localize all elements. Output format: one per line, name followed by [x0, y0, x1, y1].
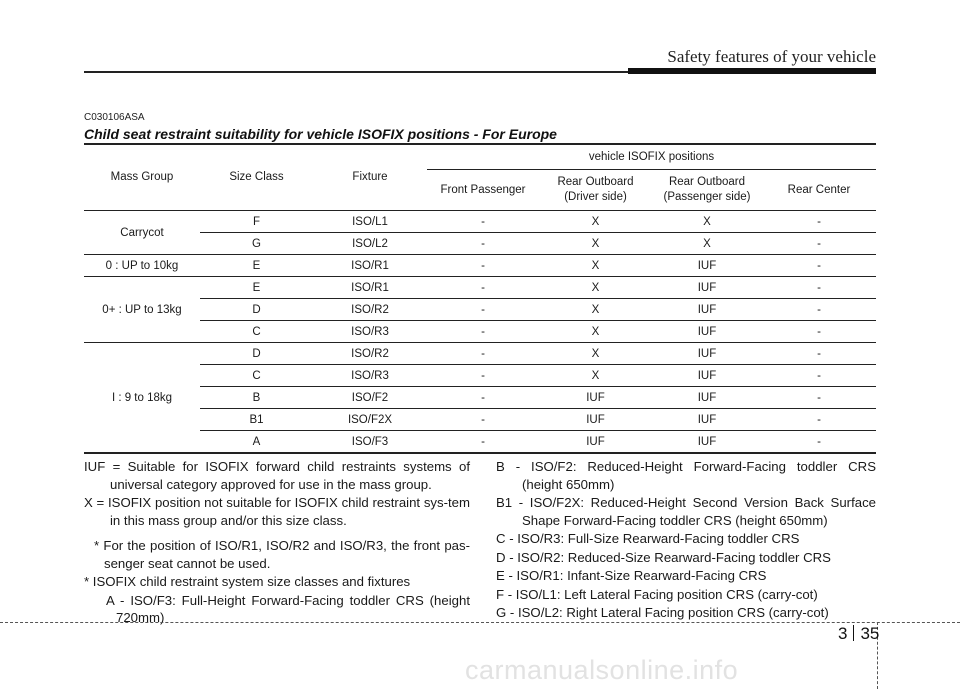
table-row — [84, 409, 876, 431]
section-title: Safety features of your vehicle — [667, 47, 876, 66]
front-passenger-cell: - — [427, 277, 539, 299]
size-class-cell: B1 — [200, 409, 313, 431]
fixture-cell: ISO/F3 — [313, 431, 427, 454]
front-passenger-cell: - — [427, 343, 539, 365]
rear-outboard-driver-cell: X — [539, 277, 652, 299]
document-code: C030106ASA — [84, 112, 145, 123]
rear-center-cell: - — [762, 277, 876, 299]
fixture-cell: ISO/R3 — [313, 365, 427, 387]
table-row — [84, 321, 876, 343]
mass-group-cell: I : 9 to 18kg — [84, 343, 200, 454]
section-number: 3 — [838, 624, 848, 643]
col-header-sublabel: (Passenger side) — [663, 191, 751, 203]
table-row — [84, 387, 876, 409]
rear-outboard-passenger-cell: IUF — [652, 409, 762, 431]
size-class-cell: F — [200, 211, 313, 233]
table-row — [84, 431, 876, 454]
note-size-b1: B1 - ISO/F2X: Reduced-Height Second Version Back Surface Shape Forward-Facing toddler CRS (height 650mm) — [496, 495, 876, 528]
page-number-divider — [853, 625, 854, 641]
note-size-e: E - ISO/R1: Infant-Size Rearward-Facing CRS — [496, 568, 767, 583]
rear-center-cell: - — [762, 255, 876, 277]
note-size-c: C - ISO/R3: Full-Size Rearward-Facing toddler CRS — [496, 531, 800, 546]
rear-outboard-driver-cell: IUF — [539, 387, 652, 409]
watermark: carmanualsonline.info — [465, 655, 739, 685]
rear-outboard-driver-cell: X — [539, 343, 652, 365]
fixture-cell: ISO/F2 — [313, 387, 427, 409]
rear-center-cell: - — [762, 321, 876, 343]
fixture-cell: ISO/R2 — [313, 343, 427, 365]
note-x-definition: X = ISOFIX position not suitable for ISOFIX child restraint sys-tem in this mass group and/or this size class. — [84, 495, 470, 528]
rear-outboard-passenger-cell: IUF — [652, 365, 762, 387]
fixture-cell: ISO/L1 — [313, 211, 427, 233]
rear-outboard-passenger-cell: IUF — [652, 299, 762, 321]
note-iuf-definition: IUF = Suitable for ISOFIX forward child restraints systems of universal category approved for use in the mass group. — [84, 459, 470, 492]
rear-outboard-driver-cell: X — [539, 299, 652, 321]
rear-outboard-passenger-cell: IUF — [652, 255, 762, 277]
note-size-f: F - ISO/L1: Left Lateral Facing position CRS (carry-cot) — [496, 586, 818, 602]
isofix-suitability-table — [84, 143, 876, 454]
fixture-cell: ISO/R2 — [313, 299, 427, 321]
table-row — [84, 277, 876, 299]
rear-center-cell: - — [762, 233, 876, 255]
table-heading: Child seat restraint suitability for vehicle ISOFIX positions - For Europe — [84, 126, 557, 142]
note-size-classes: * ISOFIX child restraint system size classes and fixtures — [84, 574, 411, 589]
front-passenger-cell: - — [427, 299, 539, 321]
rear-outboard-driver-cell: X — [539, 365, 652, 387]
col-header-label: Rear Outboard — [668, 176, 746, 188]
size-class-cell: C — [200, 365, 313, 387]
size-class-cell: B — [200, 387, 313, 409]
note-size-g: G - ISO/L2: Right Lateral Facing position CRS (carry-cot) — [496, 605, 829, 620]
note-size-b: B - ISO/F2: Reduced-Height Forward-Facing toddler CRS (height 650mm) — [496, 459, 876, 492]
rear-outboard-driver-cell: IUF — [539, 409, 652, 431]
rear-center-cell: - — [762, 387, 876, 409]
col-header-rear-center: Rear Center — [762, 170, 876, 211]
size-class-cell: E — [200, 277, 313, 299]
rear-outboard-passenger-cell: IUF — [652, 277, 762, 299]
col-header-fixture: Fixture — [313, 144, 427, 211]
rear-outboard-driver-cell: X — [539, 211, 652, 233]
rear-center-cell: - — [762, 211, 876, 233]
table-row — [84, 255, 876, 277]
note-front-seat: * For the position of ISO/R1, ISO/R2 and ISO/R3, the front pas-senger seat cannot be used. — [94, 538, 470, 571]
rear-center-cell: - — [762, 299, 876, 321]
rear-center-cell: - — [762, 409, 876, 431]
size-class-cell: E — [200, 255, 313, 277]
col-header-rear-outboard-driver — [539, 170, 652, 211]
fixture-cell: ISO/R1 — [313, 277, 427, 299]
front-passenger-cell: - — [427, 431, 539, 454]
fixture-cell: ISO/R1 — [313, 255, 427, 277]
fixture-cell: ISO/R3 — [313, 321, 427, 343]
col-header-size-class: Size Class — [200, 144, 313, 211]
mass-group-cell: Carrycot — [84, 211, 200, 255]
size-class-cell: D — [200, 343, 313, 365]
table-row — [84, 365, 876, 387]
table-row — [84, 343, 876, 365]
rear-center-cell: - — [762, 365, 876, 387]
col-header-label: Rear Outboard — [557, 176, 634, 188]
front-passenger-cell: - — [427, 409, 539, 431]
rear-outboard-driver-cell: X — [539, 255, 652, 277]
size-class-cell: C — [200, 321, 313, 343]
page-number — [838, 624, 879, 644]
header-rule-accent — [628, 68, 876, 74]
col-header-isofix-positions: vehicle ISOFIX positions — [427, 144, 876, 170]
mass-group-cell: 0+ : UP to 13kg — [84, 277, 200, 343]
note-size-a: A - ISO/F3: Full-Height Forward-Facing toddler CRS (height 720mm) — [106, 592, 470, 625]
col-header-front-passenger: Front Passenger — [427, 170, 539, 211]
fixture-cell: ISO/L2 — [313, 233, 427, 255]
rear-outboard-driver-cell: X — [539, 321, 652, 343]
mass-group-cell: 0 : UP to 10kg — [84, 255, 200, 277]
footer-rule — [0, 622, 960, 623]
table-row — [84, 233, 876, 255]
size-class-cell: A — [200, 431, 313, 454]
rear-outboard-driver-cell: X — [539, 233, 652, 255]
size-class-cell: G — [200, 233, 313, 255]
front-passenger-cell: - — [427, 233, 539, 255]
front-passenger-cell: - — [427, 387, 539, 409]
fixture-cell: ISO/F2X — [313, 409, 427, 431]
table-row — [84, 211, 876, 233]
size-class-cell: D — [200, 299, 313, 321]
front-passenger-cell: - — [427, 211, 539, 233]
rear-outboard-passenger-cell: IUF — [652, 343, 762, 365]
rear-outboard-passenger-cell: IUF — [652, 431, 762, 454]
rear-outboard-passenger-cell: IUF — [652, 321, 762, 343]
rear-outboard-driver-cell: IUF — [539, 431, 652, 454]
front-passenger-cell: - — [427, 255, 539, 277]
notes-right-column — [496, 458, 876, 623]
col-header-rear-outboard-passenger — [652, 170, 762, 211]
rear-outboard-passenger-cell: X — [652, 233, 762, 255]
col-header-sublabel: (Driver side) — [564, 191, 627, 203]
rear-center-cell: - — [762, 431, 876, 454]
col-header-mass-group: Mass Group — [84, 144, 200, 211]
table-row — [84, 299, 876, 321]
rear-center-cell: - — [762, 343, 876, 365]
notes-left-column — [84, 458, 470, 628]
front-passenger-cell: - — [427, 365, 539, 387]
rear-outboard-passenger-cell: IUF — [652, 387, 762, 409]
page-number-value: 35 — [860, 624, 880, 643]
front-passenger-cell: - — [427, 321, 539, 343]
rear-outboard-passenger-cell: X — [652, 211, 762, 233]
note-size-d: D - ISO/R2: Reduced-Size Rearward-Facing toddler CRS — [496, 549, 831, 565]
